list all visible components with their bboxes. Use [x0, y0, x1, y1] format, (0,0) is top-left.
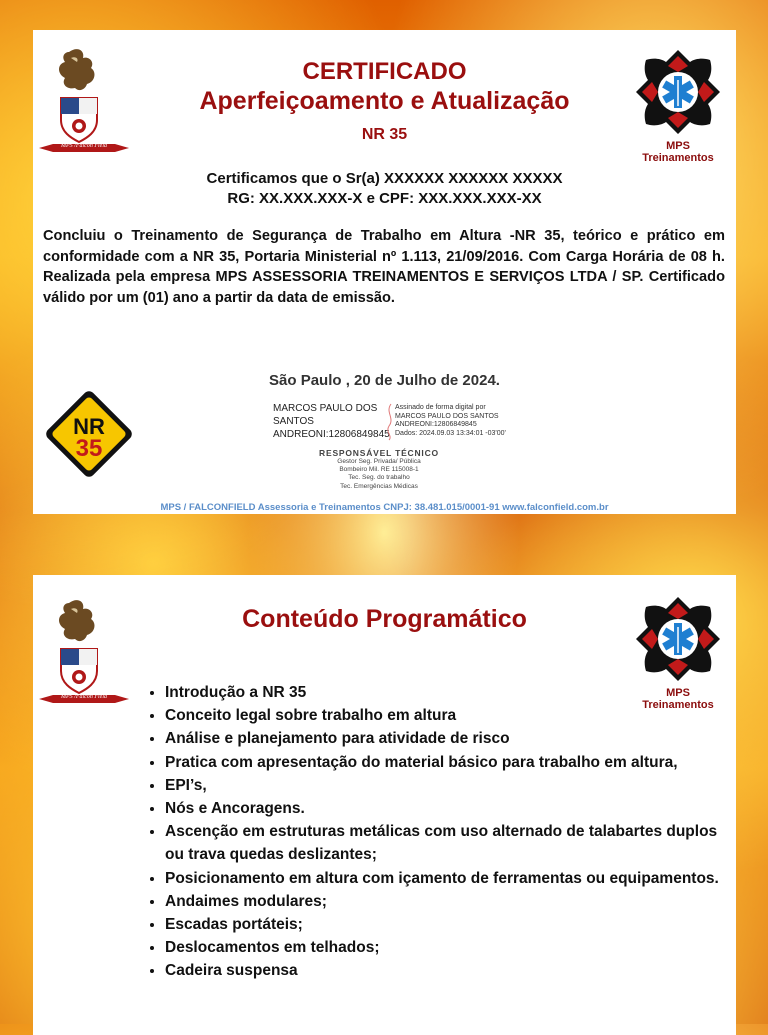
digital-signature-line-4: Dados: 2024.09.03 13:34:01 -03'00' [395, 429, 506, 437]
responsible-line: Tec. Seg. do trabalho [348, 474, 410, 482]
norm-label: NR 35 [361, 126, 408, 143]
mps-logo-caption: MPS Treinamentos [642, 140, 714, 164]
responsible-title: RESPONSÁVEL TÉCNICO [319, 448, 439, 458]
certificate-footer: MPS / FALCONFIELD Assessoria e Treinamentos CNPJ: 38.481.015/0001-91 www.falconfield.com.br [160, 502, 609, 513]
signatory-name-line-2: SANTOS [273, 416, 314, 427]
falcon-logo-ribbon-text: MPS /Falcon Field [61, 143, 107, 149]
program-title: Conteúdo Programático [242, 605, 527, 633]
list-item: • Nós e Ancoragens. [165, 797, 725, 820]
list-item: • Escadas portáteis; [165, 913, 725, 936]
certificate-title: CERTIFICADO [302, 58, 467, 85]
list-item: • Posicionamento em altura com içamento de ferramentas ou equipamentos. [165, 867, 725, 890]
digital-signature-line-2: MARCOS PAULO DOS SANTOS [395, 412, 499, 420]
list-item: • Pratica com apresentação do material básico para trabalho em altura, [165, 751, 725, 774]
certificate-subtitle: Aperfeiçoamento e Atualização [199, 87, 570, 115]
responsible-line: Tec. Emergências Médicas [340, 482, 418, 490]
issue-date: São Paulo , 20 de Julho de 2024. [269, 372, 500, 389]
mps-treinamentos-logo [632, 48, 724, 164]
list-item: • Ascenção em estruturas metálicas com uso alternado de talabartes duplos ou trava quedas deslizantes; [165, 820, 725, 866]
certificate-body-text: Concluiu o Treinamento de Segurança de Trabalho em Altura -NR 35, teórico e prático em conformidade com a NR 35, Portaria Ministerial nº 1.113, 21/09/2016. Com Carga Horária de 08 h. Realizada pela empresa MPS ASSESSORIA TREINAMENTOS E SERVIÇOS LTDA / SP. Certificado válido por um (01) ano a partir da data de emissão. [43, 228, 725, 306]
mps-logo-caption: MPS Treinamentos [642, 687, 714, 711]
responsible-line: Gestor Seg. Privada/ Pública [337, 458, 421, 465]
nr35-warning-sign-icon [43, 388, 135, 480]
certificate-id-line: RG: XX.XXX.XXX-X e CPF: XXX.XXX.XXX-XX [227, 190, 542, 207]
list-item: • EPI’s, [165, 774, 725, 797]
list-item: • Cadeira suspensa [165, 959, 725, 982]
list-item: • Análise e planejamento para atividade de risco [165, 727, 725, 750]
list-item: • Introdução a NR 35 [165, 681, 725, 704]
maltese-cross-star-of-life-icon [634, 48, 722, 136]
responsible-technician-block [233, 448, 525, 491]
maltese-cross-star-of-life-icon [634, 595, 722, 683]
responsible-line: Bombeiro Mil. RE 115008-1 [339, 466, 419, 474]
signatory-name-line-3: ANDREONI:12806849845 [273, 429, 390, 440]
list-item: • Andaimes modulares; [165, 890, 725, 913]
nr-sign-number: 35 [75, 435, 103, 462]
falcon-logo-ribbon-text: MPS /Falcon Field [61, 694, 107, 700]
signatory-name [273, 402, 393, 441]
list-item: • Conceito legal sobre trabalho em altura [165, 704, 725, 727]
digital-signature-line-1: Assinado de forma digital por [395, 404, 486, 411]
digital-signature-line-3: ANDREONI:12806849845 [395, 421, 477, 428]
digital-signature-block [395, 404, 535, 438]
program-content-page [33, 575, 736, 1035]
program-topic-list [147, 681, 725, 983]
list-item: • Deslocamentos em telhados; [165, 936, 725, 959]
certificate-holder-line: Certificamos que o Sr(a) XXXXXX XXXXXX XXXXX [206, 170, 563, 187]
nr-sign-text: NR [73, 414, 105, 439]
certificate-page [33, 30, 736, 514]
signatory-name-line-1: MARCOS PAULO DOS [273, 403, 378, 414]
